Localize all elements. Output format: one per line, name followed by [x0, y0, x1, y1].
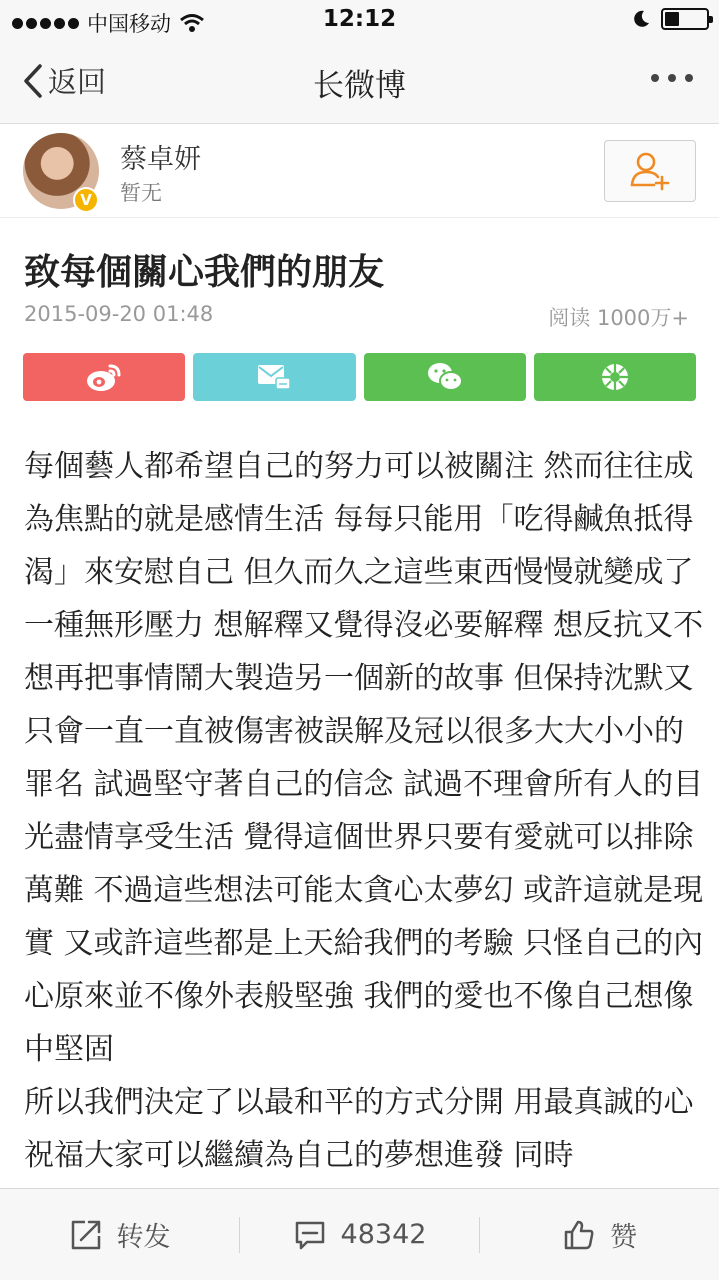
status-bar: [0, 0, 719, 40]
share-moments-button[interactable]: [534, 353, 696, 401]
status-right: [631, 8, 709, 30]
article-date: 2015-09-20 01:48: [24, 302, 214, 326]
article-paragraph: 每個藝人都希望自己的努力可以被關注 然而往往成為焦點的就是感情生活 每每只能用「吃得鹹魚抵得渴」來安慰自己 但久而久之這些東西慢慢就變成了一種無形壓力 想解釋又覺得沒必要解釋 想反抗又不想再把事情鬧大製造另一個新的故事 但保持沈默又只會一直一直被傷害被誤解及冠以很多大大小小的罪名 試過堅守著自己的信念 試過不理會所有人的目光盡情享受生活 覺得這個世界只要有愛就可以排除萬難 不過這些想法可能太貪心太夢幻 或許這就是現實 又或許這些都是上天給我們的考驗 只怪自己的內心原來並不像外表般堅強 我們的愛也不像自己想像中堅固: [24, 449, 704, 1067]
dot-icon: [651, 74, 659, 82]
wechat-icon: [426, 361, 464, 393]
moon-icon: [631, 9, 651, 29]
more-options-button[interactable]: [651, 74, 693, 82]
share-weibo-button[interactable]: [23, 353, 185, 401]
add-user-icon: [628, 149, 672, 193]
share-mail-button[interactable]: [193, 353, 355, 401]
like-button[interactable]: [480, 1189, 719, 1280]
status-time: 12:12: [322, 6, 397, 32]
article-body: [24, 440, 704, 1182]
moments-icon: [599, 361, 631, 393]
dot-icon: [668, 74, 676, 82]
read-count: 阅读 1000万+: [548, 306, 689, 330]
article-paragraph: 所以我們決定了以最和平的方式分開 用最真誠的心祝福大家可以繼續為自己的夢想進發 同時: [24, 1085, 694, 1173]
like-label: 赞: [610, 1222, 637, 1253]
avatar[interactable]: [23, 133, 99, 209]
share-row: [23, 353, 696, 401]
thumbs-up-icon: [562, 1218, 596, 1252]
battery-icon: [661, 8, 709, 30]
mail-icon: [256, 362, 292, 392]
repost-button[interactable]: [0, 1189, 239, 1280]
comment-icon: [293, 1218, 327, 1252]
verified-badge-icon: V: [73, 187, 99, 213]
article-title: 致每個關心我們的朋友: [24, 252, 385, 293]
page-title: 长微博: [313, 68, 406, 104]
comment-button[interactable]: [240, 1189, 479, 1280]
carrier-label: 中国移动: [87, 12, 171, 36]
share-wechat-button[interactable]: [364, 353, 526, 401]
bottom-toolbar: [0, 1188, 719, 1280]
weibo-icon: [84, 361, 124, 393]
repost-label: 转发: [116, 1222, 171, 1253]
follow-button[interactable]: [604, 140, 696, 202]
navigation-bar: [0, 40, 719, 124]
author-name[interactable]: 蔡卓妍: [120, 144, 201, 175]
comment-count: 48342: [340, 1219, 427, 1250]
dot-icon: [685, 74, 693, 82]
author-subtitle: 暂无: [120, 181, 162, 205]
repost-icon: [69, 1218, 103, 1252]
author-row: [0, 125, 719, 218]
back-label: 返回: [48, 65, 107, 99]
